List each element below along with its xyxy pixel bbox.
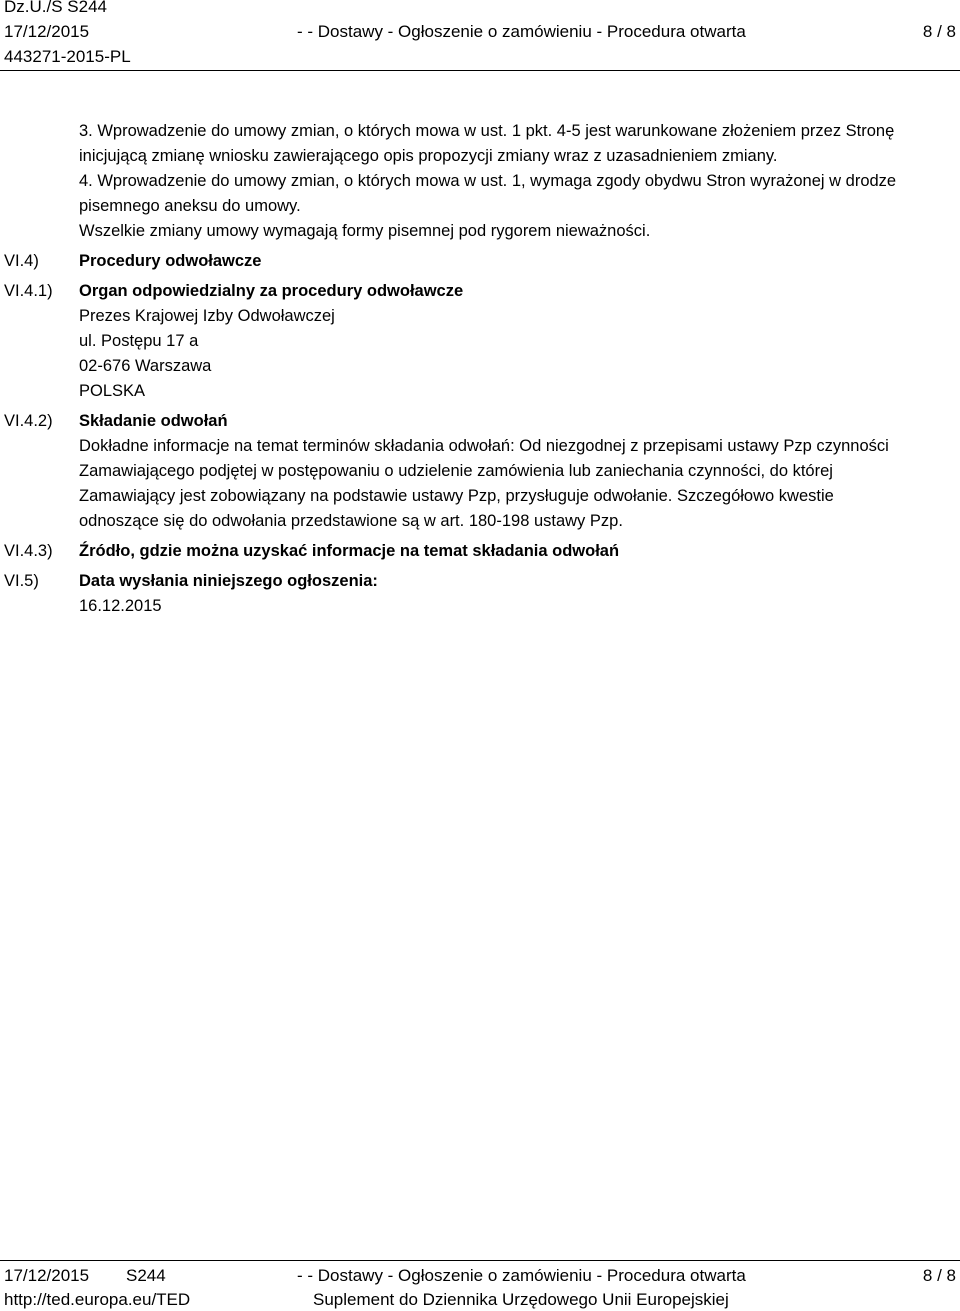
lodging-appeals-line: Zamawiającego podjętej w postępowaniu o udzielenie zamówienia lub zaniechania czynności, do której — [79, 462, 833, 480]
footer-title: - - Dostawy - Ogłoszenie o zamówieniu - Procedura otwarta — [297, 1266, 746, 1285]
section-number-vi41: VI.4.1) — [4, 282, 53, 300]
amendment-closing: Wszelkie zmiany umowy wymagają formy pisemnej pod rygorem nieważności. — [79, 222, 651, 240]
review-body-address — [79, 304, 955, 404]
amendment-item-3 — [79, 119, 955, 169]
header-date: 17/12/2015 — [4, 22, 90, 41]
footer-issue: S244 — [126, 1266, 166, 1285]
address-line: ul. Postępu 17 a — [79, 332, 199, 350]
footer-date: 17/12/2015 — [4, 1266, 90, 1285]
footer-supplement: Suplement do Dziennika Urzędowego Unii Europejskiej — [313, 1290, 729, 1309]
header-page-number: 8 / 8 — [922, 22, 956, 41]
header-title: - - Dostawy - Ogłoszenie o zamówieniu - Procedura otwarta — [297, 22, 746, 41]
address-line: POLSKA — [79, 382, 146, 400]
footer-url-link[interactable]: http://ted.europa.eu/TED — [4, 1290, 191, 1309]
footer-divider — [0, 1260, 960, 1261]
lodging-appeals-text — [79, 434, 955, 534]
address-line: 02-676 Warszawa — [79, 357, 212, 375]
section-number-vi5: VI.5) — [4, 572, 39, 590]
section-number-vi42: VI.4.2) — [4, 412, 53, 430]
section-title-review-procedures: Procedury odwoławcze — [79, 252, 262, 270]
footer-page-number: 8 / 8 — [922, 1266, 956, 1285]
section-number-vi4: VI.4) — [4, 252, 39, 270]
amendment-item-4-line: 4. Wprowadzenie do umowy zmian, o których mowa w ust. 1, wymaga zgody obydwu Stron wyrażonej w drodze — [79, 172, 897, 190]
amendment-item-4-line: pisemnego aneksu do umowy. — [79, 197, 301, 215]
header-divider — [0, 70, 960, 71]
address-line: Prezes Krajowej Izby Odwoławczej — [79, 307, 335, 325]
section-number-vi43: VI.4.3) — [4, 542, 53, 560]
lodging-appeals-line: Zamawiający jest zobowiązany na podstawie ustawy Pzp, przysługuje odwołanie. Szczegółowo kwestie — [79, 487, 834, 505]
lodging-appeals-line: Dokładne informacje na temat terminów składania odwołań: Od niezgodnej z przepisami ustawy Pzp czynności — [79, 437, 889, 455]
amendment-item-3-line: 3. Wprowadzenie do umowy zmian, o których mowa w ust. 1 pkt. 4-5 jest warunkowane złożeniem przez Stronę — [79, 122, 895, 140]
dispatch-date-value: 16.12.2015 — [79, 597, 162, 615]
amendment-item-3-line: inicjującą zmianę wniosku zawierającego opis propozycji zmiany wraz z uzasadnieniem zmiany. — [79, 147, 778, 165]
journal-ref: Dz.U./S S244 — [4, 0, 107, 16]
section-title-appeals-info-source: Źródło, gdzie można uzyskać informacje na temat składania odwołań — [79, 542, 620, 560]
section-title-review-body: Organ odpowiedzialny za procedury odwoławcze — [79, 282, 464, 300]
section-title-dispatch-date: Data wysłania niniejszego ogłoszenia: — [79, 572, 378, 590]
notice-reference: 443271-2015-PL — [4, 47, 131, 66]
section-title-lodging-appeals: Składanie odwołań — [79, 412, 228, 430]
amendment-item-4 — [79, 169, 955, 219]
lodging-appeals-line: odnoszące się do odwołania przedstawione są w art. 180-198 ustawy Pzp. — [79, 512, 623, 530]
